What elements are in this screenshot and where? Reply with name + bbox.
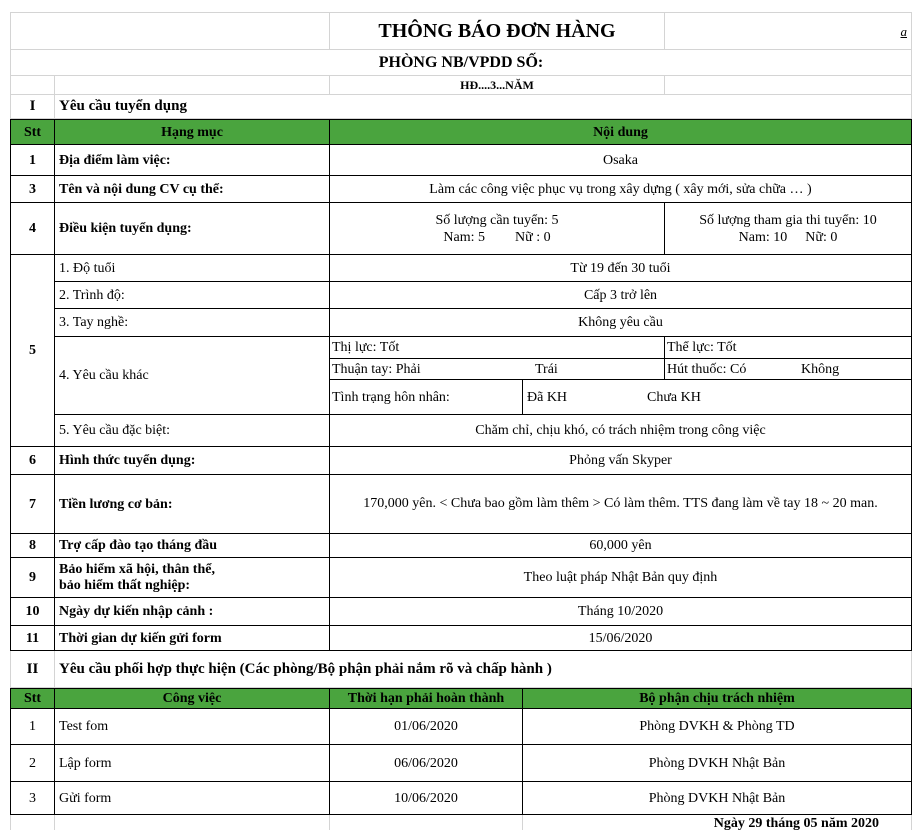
exam-female: Nữ: 0	[805, 229, 838, 245]
task-deadline: 01/06/2020	[329, 709, 522, 745]
task-name: Lập form	[54, 745, 329, 782]
task-deadline: 10/06/2020	[329, 782, 522, 815]
special-requirements-label: 5. Yêu cầu đặc biệt:	[54, 415, 329, 447]
row-label-allowance: Trợ cấp đào tạo tháng đầu	[54, 534, 329, 558]
col-stt-header: Stt	[10, 119, 54, 145]
task-stt: 3	[10, 782, 54, 815]
row-stt: 5	[10, 255, 54, 447]
row-value-allowance: 60,000 yên	[329, 534, 912, 558]
recruit-count-cell	[329, 203, 664, 255]
section-2-title: Yêu cầu phối hợp thực hiện (Các phòng/Bộ phận phải nắm rõ và chấp hành )	[54, 651, 912, 688]
recruit-male: Nam: 5	[443, 229, 485, 245]
smoking-cell	[664, 359, 912, 380]
skill-value: Không yêu cầu	[329, 309, 912, 337]
page-title: THÔNG BÁO ĐƠN HÀNG	[329, 12, 664, 50]
section-2-number: II	[10, 651, 54, 688]
task-stt: 2	[10, 745, 54, 782]
col-task-header: Công việc	[54, 688, 329, 709]
education-label: 2. Trình độ:	[54, 282, 329, 309]
col-content-header: Nội dung	[329, 119, 912, 145]
row-label-form-date: Thời gian dự kiến gửi form	[54, 626, 329, 651]
recruit-count: Số lượng cần tuyển: 5	[435, 212, 559, 228]
task-name: Test fom	[54, 709, 329, 745]
marital-single: Chưa KH	[647, 389, 701, 405]
blank-cell	[54, 815, 329, 830]
special-requirements-value: Chăm chỉ, chịu khó, có trách nhiệm trong công việc	[329, 415, 912, 447]
insurance-label-line1: Bảo hiểm xã hội, thân thể,	[59, 561, 215, 577]
exam-count: Số lượng tham gia thi tuyển: 10	[699, 212, 877, 228]
row-value-insurance: Theo luật pháp Nhật Bản quy định	[329, 558, 912, 598]
blank-cell	[54, 76, 329, 95]
row-label-conditions: Điều kiện tuyển dụng:	[54, 203, 329, 255]
other-requirements-label: 4. Yêu cầu khác	[54, 337, 329, 415]
eyesight: Thị lực: Tốt	[329, 337, 664, 359]
contract-number: HĐ....3...NĂM	[329, 76, 664, 95]
row-label-salary: Tiền lương cơ bản:	[54, 475, 329, 534]
task-stt: 1	[10, 709, 54, 745]
task-deadline: 06/06/2020	[329, 745, 522, 782]
office-number: PHÒNG NB/VPDD SỐ:	[10, 50, 912, 76]
col-deadline-header: Thời hạn phải hoàn thành	[329, 688, 522, 709]
row-stt: 3	[10, 176, 54, 203]
corner-mark: a	[664, 12, 912, 50]
col-stt-header-2: Stt	[10, 688, 54, 709]
skill-label: 3. Tay nghề:	[54, 309, 329, 337]
row-value-workplace: Osaka	[329, 145, 912, 176]
recruit-female: Nữ : 0	[515, 229, 551, 245]
exam-count-cell	[664, 203, 912, 255]
smoking-no: Không	[801, 361, 840, 377]
row-stt: 7	[10, 475, 54, 534]
row-stt: 1	[10, 145, 54, 176]
handedness-cell	[329, 359, 664, 380]
row-stt: 6	[10, 447, 54, 475]
row-value-job: Làm các công việc phục vụ trong xây dựng ( xây mới, sửa chữa … )	[329, 176, 912, 203]
exam-gender	[739, 229, 838, 246]
handedness-right: Thuận tay: Phải	[332, 361, 421, 377]
task-dept: Phòng DVKH & Phòng TD	[522, 709, 912, 745]
fitness: Thể lực: Tốt	[664, 337, 912, 359]
row-label-insurance	[54, 558, 329, 598]
row-value-entry-date: Tháng 10/2020	[329, 598, 912, 626]
recruit-gender	[443, 229, 550, 246]
blank-cell	[10, 815, 54, 830]
section-1-number: I	[10, 95, 54, 119]
footer-date: Ngày 29 tháng 05 năm 2020	[522, 815, 912, 830]
row-stt: 8	[10, 534, 54, 558]
task-dept: Phòng DVKH Nhật Bản	[522, 782, 912, 815]
col-item-header: Hạng mục	[54, 119, 329, 145]
blank-cell	[10, 76, 54, 95]
row-label-job: Tên và nội dung CV cụ thể:	[54, 176, 329, 203]
blank-cell	[329, 815, 522, 830]
education-value: Cấp 3 trở lên	[329, 282, 912, 309]
exam-male: Nam: 10	[738, 229, 788, 245]
row-label-recruit-form: Hình thức tuyển dụng:	[54, 447, 329, 475]
marital-blank-cell	[664, 380, 912, 415]
row-label-workplace: Địa điểm làm việc:	[54, 145, 329, 176]
handedness-left: Trái	[535, 361, 558, 377]
marital-cell	[522, 380, 701, 415]
header-blank-cell	[10, 12, 329, 50]
task-name: Gửi form	[54, 782, 329, 815]
row-stt: 4	[10, 203, 54, 255]
task-dept: Phòng DVKH Nhật Bản	[522, 745, 912, 782]
row-stt: 9	[10, 558, 54, 598]
row-value-form-date: 15/06/2020	[329, 626, 912, 651]
insurance-label-line2: bảo hiểm thất nghiệp:	[59, 577, 191, 593]
col-dept-header: Bộ phận chịu trách nhiệm	[522, 688, 912, 709]
row-value-salary: 170,000 yên. < Chưa bao gồm làm thêm > Có làm thêm. TTS đang làm về tay 18 ~ 20 man.	[329, 475, 912, 534]
row-label-entry-date: Ngày dự kiến nhập cảnh :	[54, 598, 329, 626]
row-value-recruit-form: Phỏng vấn Skyper	[329, 447, 912, 475]
section-1-title: Yêu cầu tuyển dụng	[54, 95, 912, 119]
smoking-yes: Hút thuốc: Có	[667, 361, 747, 377]
age-value: Từ 19 đến 30 tuổi	[329, 255, 912, 282]
age-label: 1. Độ tuổi	[54, 255, 329, 282]
row-stt: 11	[10, 626, 54, 651]
row-stt: 10	[10, 598, 54, 626]
blank-cell	[664, 76, 912, 95]
marital-married: Đã KH	[527, 389, 568, 405]
marital-status-label: Tình trạng hôn nhân:	[329, 380, 522, 415]
